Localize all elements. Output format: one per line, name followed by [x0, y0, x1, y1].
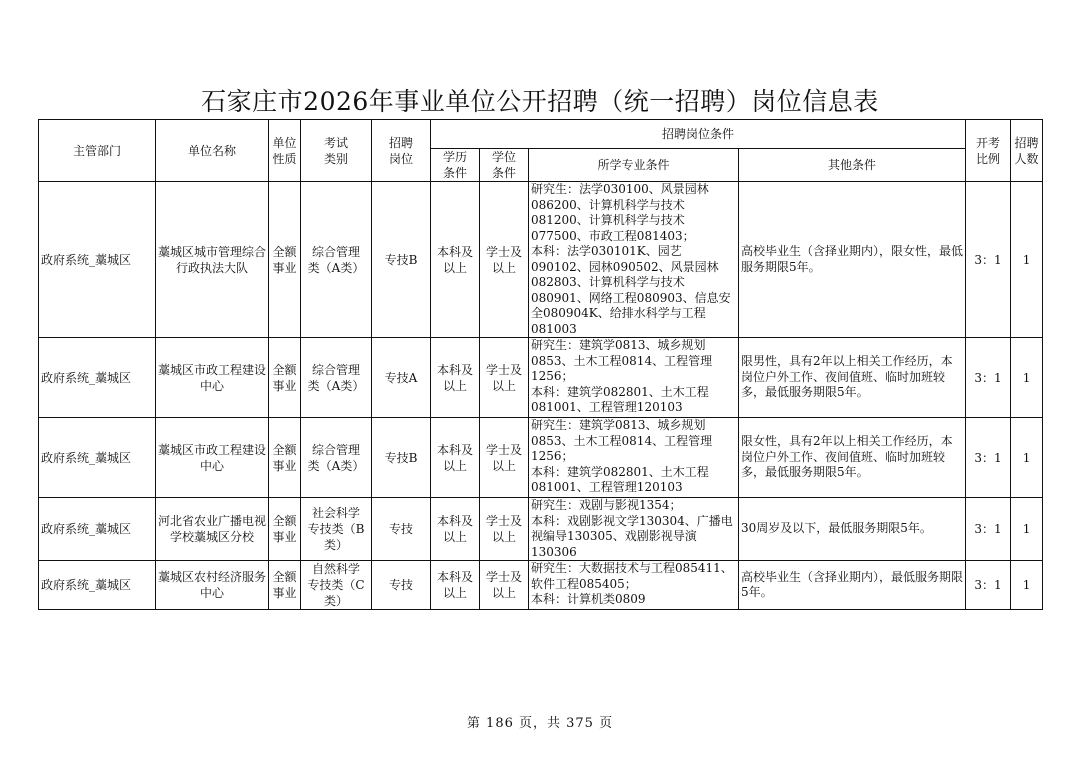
cell-nature: 全额 事业 [269, 561, 301, 610]
table-row [39, 338, 1043, 418]
header-conditions: 招聘岗位条件 [431, 120, 966, 149]
cell-edu: 本科及 以上 [431, 498, 480, 561]
cell-edu: 本科及 以上 [431, 418, 480, 498]
header-post: 招聘 岗位 [372, 120, 431, 182]
cell-post: 专技B [372, 182, 431, 338]
cell-nature: 全额 事业 [269, 418, 301, 498]
cell-major: 研究生：建筑学0813、城乡规划0853、土木工程0814、工程管理1256； 本科：建筑学082801、土木工程081001、工程管理120103 [529, 418, 739, 498]
table-header [39, 120, 1043, 182]
cell-other: 限男性，具有2年以上相关工作经历，本岗位户外工作、夜间值班、临时加班较多，最低服务期限5年。 [739, 338, 966, 418]
cell-exam: 社会科学 专技类（B 类） [301, 498, 372, 561]
header-other: 其他条件 [739, 149, 966, 182]
cell-major: 研究生：建筑学0813、城乡规划0853、土木工程0814、工程管理1256； 本科：建筑学082801、土木工程081001、工程管理120103 [529, 338, 739, 418]
cell-major: 研究生：大数据技术与工程085411、软件工程085405； 本科：计算机类0809 [529, 561, 739, 610]
cell-exam: 自然科学 专技类（C 类） [301, 561, 372, 610]
cell-exam: 综合管理 类（A类） [301, 338, 372, 418]
cell-count: 1 [1011, 338, 1043, 418]
table-row [39, 182, 1043, 338]
cell-unit: 藁城区市政工程建设中心 [156, 338, 269, 418]
header-edu: 学历 条件 [431, 149, 480, 182]
cell-dept: 政府系统_藁城区 [39, 498, 156, 561]
cell-edu: 本科及 以上 [431, 338, 480, 418]
cell-ratio: 3：1 [966, 418, 1011, 498]
cell-edu: 本科及 以上 [431, 182, 480, 338]
cell-nature: 全额 事业 [269, 182, 301, 338]
cell-nature: 全额 事业 [269, 338, 301, 418]
cell-dept: 政府系统_藁城区 [39, 561, 156, 610]
table-row [39, 561, 1043, 610]
page-title: 石家庄市2026年事业单位公开招聘（统一招聘）岗位信息表 [201, 87, 879, 116]
cell-ratio: 3：1 [966, 338, 1011, 418]
cell-other: 高校毕业生（含择业期内），限女性，最低服务期限5年。 [739, 182, 966, 338]
cell-count: 1 [1011, 182, 1043, 338]
cell-dept: 政府系统_藁城区 [39, 338, 156, 418]
cell-degree: 学士及 以上 [480, 182, 529, 338]
cell-post: 专技B [372, 418, 431, 498]
cell-unit: 藁城区农村经济服务中心 [156, 561, 269, 610]
cell-degree: 学士及 以上 [480, 338, 529, 418]
cell-ratio: 3：1 [966, 498, 1011, 561]
cell-ratio: 3：1 [966, 182, 1011, 338]
cell-post: 专技A [372, 338, 431, 418]
cell-degree: 学士及 以上 [480, 418, 529, 498]
cell-major: 研究生：法学030100、风景园林086200、计算机科学与技术081200、计算机科学与技术077500、市政工程081403； 本科：法学030101K、园艺090102、园林090502、风景园林082803、计算机科学与技术080901、网络工程080903、信息安全080904K、给排水科学与工程081003 [529, 182, 739, 338]
cell-count: 1 [1011, 561, 1043, 610]
header-ratio: 开考 比例 [966, 120, 1011, 182]
cell-edu: 本科及 以上 [431, 561, 480, 610]
cell-degree: 学士及 以上 [480, 561, 529, 610]
cell-dept: 政府系统_藁城区 [39, 418, 156, 498]
cell-post: 专技 [372, 561, 431, 610]
header-major: 所学专业条件 [529, 149, 739, 182]
header-count: 招聘 人数 [1011, 120, 1043, 182]
cell-degree: 学士及 以上 [480, 498, 529, 561]
header-dept: 主管部门 [39, 120, 156, 182]
job-table [38, 119, 1043, 610]
cell-post: 专技 [372, 498, 431, 561]
cell-nature: 全额 事业 [269, 498, 301, 561]
cell-exam: 综合管理 类（A类） [301, 182, 372, 338]
header-unit: 单位名称 [156, 120, 269, 182]
cell-unit: 藁城区市政工程建设中心 [156, 418, 269, 498]
cell-other: 30周岁及以下，最低服务期限5年。 [739, 498, 966, 561]
table-row [39, 498, 1043, 561]
cell-ratio: 3：1 [966, 561, 1011, 610]
header-exam: 考试 类别 [301, 120, 372, 182]
header-degree: 学位 条件 [480, 149, 529, 182]
cell-unit: 藁城区城市管理综合行政执法大队 [156, 182, 269, 338]
cell-dept: 政府系统_藁城区 [39, 182, 156, 338]
header-nature: 单位 性质 [269, 120, 301, 182]
cell-exam: 综合管理 类（A类） [301, 418, 372, 498]
page-footer: 第 186 页，共 375 页 [466, 716, 614, 731]
cell-major: 研究生：戏剧与影视1354； 本科：戏剧影视文学130304、广播电视编导130305、戏剧影视导演130306 [529, 498, 739, 561]
table-body [39, 182, 1043, 610]
cell-count: 1 [1011, 498, 1043, 561]
cell-other: 高校毕业生（含择业期内），最低服务期限5年。 [739, 561, 966, 610]
table-row [39, 418, 1043, 498]
cell-other: 限女性，具有2年以上相关工作经历，本岗位户外工作、夜间值班、临时加班较多，最低服务期限5年。 [739, 418, 966, 498]
cell-count: 1 [1011, 418, 1043, 498]
cell-unit: 河北省农业广播电视学校藁城区分校 [156, 498, 269, 561]
